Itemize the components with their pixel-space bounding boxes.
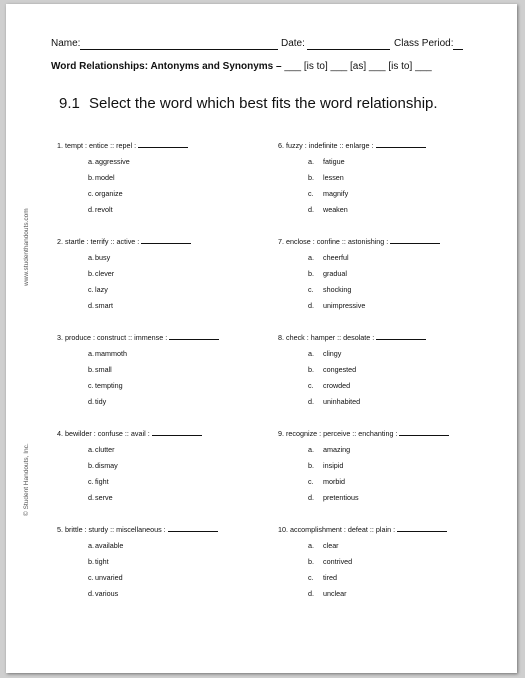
worksheet-title bbox=[51, 61, 432, 72]
option-text: lessen bbox=[323, 173, 344, 182]
option-text: dismay bbox=[95, 461, 118, 470]
answer-option[interactable] bbox=[88, 189, 123, 198]
option-letter: d. bbox=[308, 589, 314, 598]
option-letter: b. bbox=[88, 365, 94, 374]
option-letter: d. bbox=[308, 493, 314, 502]
option-letter: a. bbox=[308, 349, 314, 358]
answer-option[interactable] bbox=[88, 349, 127, 358]
date-blank bbox=[307, 49, 390, 50]
option-letter: c. bbox=[308, 189, 314, 198]
option-letter: c. bbox=[308, 381, 314, 390]
option-text: uninhabited bbox=[323, 397, 361, 406]
question-stem bbox=[278, 237, 440, 246]
side-website-text: www.studenthandouts.com bbox=[23, 208, 30, 286]
option-letter: c. bbox=[308, 573, 314, 582]
option-text: magnify bbox=[323, 189, 349, 198]
answer-option[interactable] bbox=[88, 301, 113, 310]
answer-blank[interactable] bbox=[376, 333, 426, 340]
answer-option[interactable] bbox=[308, 189, 349, 198]
option-text: unclear bbox=[323, 589, 347, 598]
option-text: various bbox=[95, 589, 119, 598]
answer-option[interactable] bbox=[308, 445, 351, 454]
option-letter: a. bbox=[308, 541, 314, 550]
option-letter: c. bbox=[308, 285, 314, 294]
answer-option[interactable] bbox=[88, 541, 124, 550]
option-text: shocking bbox=[323, 285, 352, 294]
answer-option[interactable] bbox=[308, 557, 353, 566]
option-letter: c. bbox=[88, 285, 94, 294]
option-text: tired bbox=[323, 573, 337, 582]
question-stem bbox=[57, 525, 218, 534]
answer-option[interactable] bbox=[88, 445, 115, 454]
option-letter: d. bbox=[308, 205, 314, 214]
question-stem-text: 4. bewilder : confuse :: avail : bbox=[57, 429, 150, 438]
option-text: unimpressive bbox=[323, 301, 366, 310]
option-letter: c. bbox=[88, 381, 94, 390]
option-letter: d. bbox=[88, 493, 94, 502]
option-letter: a. bbox=[88, 253, 94, 262]
answer-option[interactable] bbox=[308, 365, 357, 374]
option-text: available bbox=[95, 541, 124, 550]
question bbox=[278, 429, 449, 502]
answer-option[interactable] bbox=[88, 557, 109, 566]
option-letter: a. bbox=[308, 157, 314, 166]
question-stem bbox=[278, 141, 426, 150]
option-text: tidy bbox=[95, 397, 107, 406]
answer-blank[interactable] bbox=[152, 429, 202, 436]
answer-option[interactable] bbox=[308, 477, 345, 486]
title-blank-4: ___ bbox=[415, 61, 432, 72]
question-stem bbox=[278, 525, 447, 534]
option-text: gradual bbox=[323, 269, 347, 278]
option-letter: b. bbox=[88, 173, 94, 182]
option-text: weaken bbox=[323, 205, 348, 214]
question-stem-text: 7. enclose : confine :: astonishing : bbox=[278, 237, 389, 246]
answer-option[interactable] bbox=[308, 205, 348, 214]
answer-option[interactable] bbox=[88, 285, 108, 294]
title-blank-3: ___ bbox=[368, 61, 386, 72]
answer-option[interactable] bbox=[308, 589, 347, 598]
answer-option[interactable] bbox=[308, 157, 345, 166]
question-stem-text: 9. recognize : perceive :: enchanting : bbox=[278, 429, 398, 438]
question-stem bbox=[57, 333, 219, 342]
answer-option[interactable] bbox=[88, 173, 115, 182]
answer-blank[interactable] bbox=[399, 429, 449, 436]
option-letter: d. bbox=[88, 205, 94, 214]
question bbox=[57, 141, 188, 214]
option-text: model bbox=[95, 173, 115, 182]
question-stem-text: 2. startle : terrify :: active : bbox=[57, 237, 140, 246]
side-copyright-text: © Student Handouts, Inc. bbox=[23, 443, 30, 516]
answer-option[interactable] bbox=[308, 301, 366, 310]
answer-option[interactable] bbox=[308, 253, 349, 262]
answer-option[interactable] bbox=[308, 173, 344, 182]
question-stem-text: 5. brittle : sturdy :: miscellaneous : bbox=[57, 525, 166, 534]
option-text: serve bbox=[95, 493, 113, 502]
option-text: smart bbox=[95, 301, 113, 310]
option-text: amazing bbox=[323, 445, 351, 454]
option-text: organize bbox=[95, 189, 123, 198]
title-main: Word Relationships: Antonyms and Synonyms – bbox=[51, 61, 282, 72]
option-letter: a. bbox=[88, 157, 94, 166]
question bbox=[278, 333, 426, 406]
option-letter: a. bbox=[308, 445, 314, 454]
answer-option[interactable] bbox=[88, 477, 109, 486]
answer-option[interactable] bbox=[88, 589, 119, 598]
option-text: fight bbox=[95, 477, 109, 486]
option-text: clutter bbox=[95, 445, 115, 454]
option-letter: b. bbox=[308, 557, 314, 566]
title-as: [as] bbox=[350, 61, 367, 72]
answer-option[interactable] bbox=[308, 397, 361, 406]
question-stem bbox=[57, 141, 188, 150]
question-stem bbox=[57, 429, 202, 438]
answer-blank[interactable] bbox=[168, 525, 218, 532]
option-letter: d. bbox=[308, 301, 314, 310]
option-letter: c. bbox=[88, 477, 94, 486]
answer-option[interactable] bbox=[308, 541, 339, 550]
question-stem bbox=[278, 333, 426, 342]
instruction bbox=[59, 95, 438, 112]
date-label: Date: bbox=[281, 38, 305, 49]
option-letter: c. bbox=[88, 573, 94, 582]
option-text: morbid bbox=[323, 477, 345, 486]
question bbox=[57, 429, 202, 502]
question-stem-text: 8. check : hamper :: desolate : bbox=[278, 333, 375, 342]
answer-blank[interactable] bbox=[376, 141, 426, 148]
option-text: small bbox=[95, 365, 112, 374]
class-period-label: Class Period: bbox=[394, 38, 454, 49]
answer-blank[interactable] bbox=[138, 141, 188, 148]
question-stem-text: 3. produce : construct :: immense : bbox=[57, 333, 168, 342]
question bbox=[278, 525, 447, 598]
option-text: tight bbox=[95, 557, 109, 566]
option-letter: b. bbox=[308, 365, 314, 374]
option-text: revolt bbox=[95, 205, 113, 214]
answer-blank[interactable] bbox=[141, 237, 191, 244]
answer-option[interactable] bbox=[308, 461, 344, 470]
question-stem-text: 1. tempt : entice :: repel : bbox=[57, 141, 137, 150]
question-stem bbox=[278, 429, 449, 438]
answer-option[interactable] bbox=[308, 269, 347, 278]
option-text: unvaried bbox=[95, 573, 123, 582]
option-text: contrived bbox=[323, 557, 353, 566]
answer-blank[interactable] bbox=[390, 237, 440, 244]
title-blank-1: ___ bbox=[284, 61, 302, 72]
option-letter: b. bbox=[308, 461, 314, 470]
option-text: fatigue bbox=[323, 157, 345, 166]
option-text: tempting bbox=[95, 381, 123, 390]
class-period-blank bbox=[453, 49, 463, 50]
answer-option[interactable] bbox=[88, 157, 130, 166]
answer-option[interactable] bbox=[308, 493, 359, 502]
option-letter: d. bbox=[88, 301, 94, 310]
option-letter: a. bbox=[308, 253, 314, 262]
question bbox=[57, 237, 191, 310]
option-text: mammoth bbox=[95, 349, 127, 358]
option-letter: b. bbox=[308, 269, 314, 278]
worksheet-page bbox=[6, 4, 517, 673]
answer-option[interactable] bbox=[88, 205, 113, 214]
answer-option[interactable] bbox=[308, 573, 337, 582]
question bbox=[57, 333, 219, 406]
answer-option[interactable] bbox=[308, 285, 352, 294]
answer-option[interactable] bbox=[88, 269, 115, 278]
option-letter: c. bbox=[308, 477, 314, 486]
section-number: 9.1 bbox=[59, 95, 80, 112]
instruction-text: Select the word which best fits the word relationship. bbox=[89, 95, 438, 112]
option-text: clever bbox=[95, 269, 115, 278]
option-text: insipid bbox=[323, 461, 344, 470]
option-text: pretentious bbox=[323, 493, 359, 502]
name-label: Name: bbox=[51, 38, 81, 49]
question-stem-text: 6. fuzzy : indefinite :: enlarge : bbox=[278, 141, 374, 150]
option-text: crowded bbox=[323, 381, 351, 390]
title-is-to-1: [is to] bbox=[303, 61, 328, 72]
answer-option[interactable] bbox=[88, 253, 111, 262]
question bbox=[57, 525, 218, 598]
option-letter: b. bbox=[308, 173, 314, 182]
option-letter: b. bbox=[88, 461, 94, 470]
question bbox=[278, 237, 440, 310]
question-stem bbox=[57, 237, 191, 246]
option-letter: d. bbox=[308, 397, 314, 406]
option-letter: b. bbox=[88, 557, 94, 566]
answer-blank[interactable] bbox=[397, 525, 447, 532]
answer-option[interactable] bbox=[308, 381, 351, 390]
option-text: clear bbox=[323, 541, 339, 550]
title-blank-2: ___ bbox=[330, 61, 348, 72]
answer-option[interactable] bbox=[88, 461, 118, 470]
option-text: aggressive bbox=[95, 157, 130, 166]
option-letter: a. bbox=[88, 541, 94, 550]
option-text: busy bbox=[95, 253, 111, 262]
question-stem-text: 10. accomplishment : defeat :: plain : bbox=[278, 525, 396, 534]
title-is-to-2: [is to] bbox=[388, 61, 413, 72]
answer-option[interactable] bbox=[88, 397, 107, 406]
option-letter: c. bbox=[88, 189, 94, 198]
option-letter: b. bbox=[88, 269, 94, 278]
option-letter: d. bbox=[88, 589, 94, 598]
option-letter: d. bbox=[88, 397, 94, 406]
option-letter: a. bbox=[88, 445, 94, 454]
answer-option[interactable] bbox=[88, 573, 123, 582]
answer-option[interactable] bbox=[308, 349, 342, 358]
option-text: lazy bbox=[95, 285, 108, 294]
answer-option[interactable] bbox=[88, 381, 123, 390]
option-text: clingy bbox=[323, 349, 342, 358]
name-blank bbox=[80, 49, 278, 50]
answer-option[interactable] bbox=[88, 365, 112, 374]
option-text: cheerful bbox=[323, 253, 349, 262]
option-letter: a. bbox=[88, 349, 94, 358]
option-text: congested bbox=[323, 365, 357, 374]
answer-blank[interactable] bbox=[169, 333, 219, 340]
answer-option[interactable] bbox=[88, 493, 113, 502]
question bbox=[278, 141, 426, 214]
